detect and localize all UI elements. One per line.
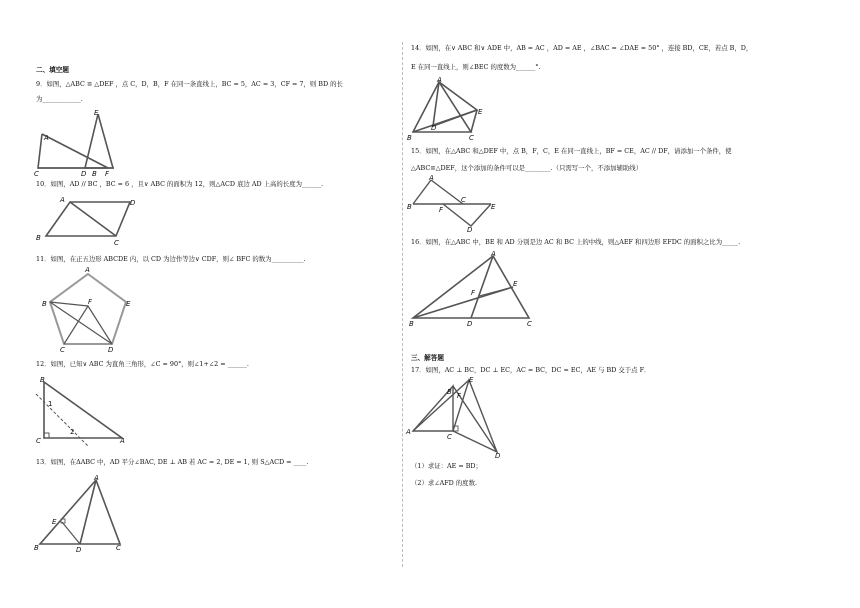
q16-text: 16．如图，在△ABC 中，BE 和 AD 分别是边 AC 和 BC 上的中线，则△AEF 和四边形 EFDC 的面积之比为_____. xyxy=(411,238,741,246)
q11-text: 11．如图，在正五边形 ABCDE 内，以 CD 为边作等边∨ CDF，则∠ BFC 的数为__________. xyxy=(36,255,306,263)
q13-label-d: D xyxy=(76,546,82,554)
q16-label-a: A xyxy=(491,250,496,258)
q11-label-f: F xyxy=(88,298,93,306)
q15-figure xyxy=(405,174,505,234)
q13-perpendicular-de xyxy=(62,522,80,544)
q13-figure xyxy=(30,472,130,554)
q13-text: 13．如图，在ΔABC 中，AD 平分∠BAC, DE ⊥ AB 若 AC = 2, DE = 1, 则 S△ACD = ____. xyxy=(36,458,309,466)
q14-segment-ce xyxy=(471,110,477,132)
q16-label-c: C xyxy=(527,320,532,328)
q9-label-b: B xyxy=(92,170,97,178)
q15-segment-ac xyxy=(431,180,463,204)
q9-text-line2: 为____________. xyxy=(36,95,83,103)
q10-label-a: A xyxy=(60,196,65,204)
q12-right-triangle xyxy=(44,382,122,438)
q13-label-e: E xyxy=(52,518,57,526)
q11-segment-bd xyxy=(50,302,112,344)
q15-segment-ab xyxy=(413,180,431,204)
q10-label-c: C xyxy=(114,239,119,247)
q14-label-b: B xyxy=(407,134,412,142)
q10-label-d: D xyxy=(130,199,136,207)
q9-label-f: F xyxy=(105,170,110,178)
q10-text: 10．如图，AD // BC ，BC = 6 ，且∨ ABC 的面积为 12，则△ACD 底边 AD 上高的长度为______. xyxy=(36,180,324,188)
section-title-solutions: 三、解答题 xyxy=(411,354,444,362)
q12-figure xyxy=(30,372,130,446)
q14-label-c: C xyxy=(469,134,474,142)
q9-label-e: E xyxy=(94,109,99,117)
q17-text: 17．如图，AC ⊥ BC，DC ⊥ EC，AC = BC，DC = EC，AE 与 BD 交于点 F． xyxy=(411,366,651,374)
q14-figure xyxy=(405,74,495,142)
q14-label-d: D xyxy=(431,124,437,132)
q9-label-c: C xyxy=(34,170,39,178)
q17-label-b: B xyxy=(447,388,452,396)
q14-text-line2: E 在同一直线上，则∠BEC 的度数为______°. xyxy=(411,63,541,71)
q11-label-b: B xyxy=(42,300,47,308)
q10-diagonal-ac xyxy=(70,202,116,236)
q11-label-e: E xyxy=(126,300,131,308)
q9-figure xyxy=(30,104,120,176)
q15-text-line2: △ABC≌△DEF，这个添加的条件可以是________.（只需写一个，不添加辅助线） xyxy=(411,164,643,172)
q13-triangle-abc xyxy=(40,480,120,544)
q10-figure xyxy=(30,194,140,249)
q14-triangle-ade xyxy=(433,82,477,126)
q15-label-b: B xyxy=(407,203,412,211)
q16-label-d: D xyxy=(467,320,473,328)
q16-label-e: E xyxy=(513,280,518,288)
q15-label-c: C xyxy=(461,196,466,204)
q16-figure xyxy=(405,248,545,330)
q12-label-angle1: 1 xyxy=(48,400,53,408)
q17-figure xyxy=(405,376,505,458)
q9-label-d: D xyxy=(81,170,87,178)
column-divider xyxy=(402,42,403,567)
q11-figure xyxy=(40,268,140,353)
q16-label-f: F xyxy=(471,289,476,297)
q15-label-f: F xyxy=(439,206,444,214)
q15-triangle-def xyxy=(443,204,491,226)
q17-label-c: C xyxy=(447,433,452,441)
q12-label-angle2: 2 xyxy=(70,428,75,436)
q11-label-d: D xyxy=(108,346,114,354)
q13-label-a: A xyxy=(94,474,99,482)
q12-label-b: B xyxy=(40,376,45,384)
q15-label-d: D xyxy=(467,226,473,234)
q11-label-a: A xyxy=(85,266,90,274)
q14-triangle-abc xyxy=(413,82,471,132)
q17-label-f: F xyxy=(457,392,462,400)
q14-label-e: E xyxy=(478,108,483,116)
q10-label-b: B xyxy=(36,234,41,242)
q15-text-line1: 15．如图，在△ABC 和△DEF 中，点 B，F，C，E 在同一直线上，BF = CE，AC // DF，请添加一个条件，使 xyxy=(411,147,732,155)
q11-label-c: C xyxy=(60,346,65,354)
q13-label-c: C xyxy=(116,544,121,552)
q9-triangle-def xyxy=(85,114,113,168)
q17-label-e: E xyxy=(469,376,474,384)
q11-equilateral-cdf xyxy=(64,306,112,344)
q17-part1: （1）求证：AE = BD； xyxy=(411,462,482,470)
section-title-fill-in: 二、填空题 xyxy=(36,66,69,74)
q12-label-a: A xyxy=(120,437,125,445)
q14-text-line1: 14．如图，在∨ ABC 和∨ ADE 中，AB = AC ，AD = AE ，∠BAC = ∠DAE = 50° ，连接 BD，CE，若点 B，D， xyxy=(411,44,753,52)
q17-part2: （2）求∠AFD 的度数. xyxy=(411,479,477,487)
q10-trapezoid xyxy=(46,202,130,236)
q14-label-a: A xyxy=(437,76,442,84)
q16-segment-fe xyxy=(479,287,513,296)
q16-label-b: B xyxy=(409,320,414,328)
q15-label-e: E xyxy=(491,203,496,211)
q17-label-d: D xyxy=(495,452,501,460)
q12-text: 12．如图，已知∨ ABC 为直角三角形，∠C = 90°，则∠1+∠2 = ______. xyxy=(36,360,249,368)
q9-text-line1: 9．如图，△ABC ≌ △DEF ，点 C，D，B，F 在同一条直线上，BC = 5，AC = 3，CF = 7，则 BD 的长 xyxy=(36,80,343,88)
q15-label-a: A xyxy=(429,174,434,182)
q13-label-b: B xyxy=(34,544,39,552)
q9-label-a: A xyxy=(44,134,49,142)
q16-median-be xyxy=(413,287,513,318)
q12-label-c: C xyxy=(36,437,41,445)
q17-label-a: A xyxy=(406,428,411,436)
